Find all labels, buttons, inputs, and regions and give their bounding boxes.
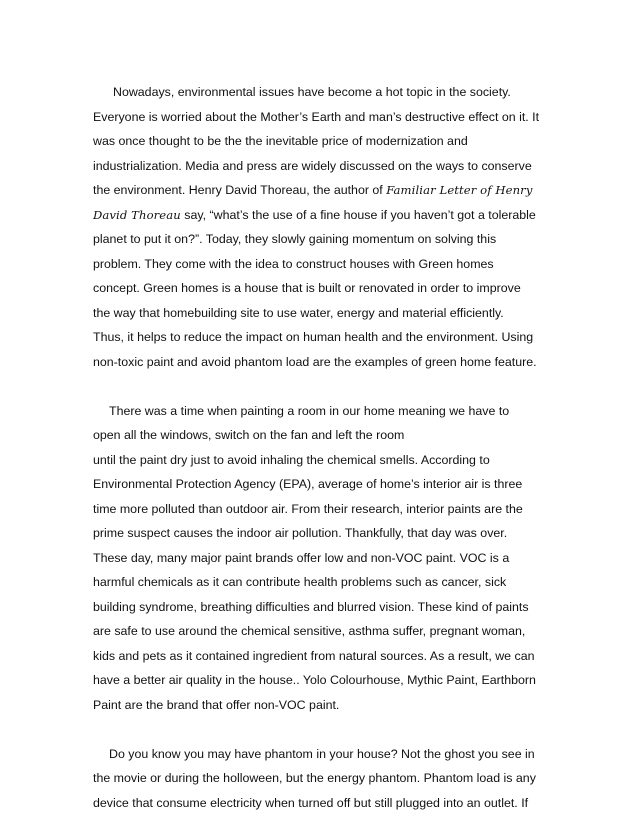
paragraph-line: have a better air quality in the house.. Yolo Colourhouse, Mythic Paint, Earthborn <box>93 673 536 687</box>
paragraph-line: building syndrome, breathing difficulties and blurred vision. These kind of paints <box>93 599 529 614</box>
paragraph-line: the way that homebuilding site to use water, energy and material efficiently. <box>93 305 504 320</box>
paragraph-line: harmful chemicals as it can contribute health problems such as cancer, sick <box>93 575 507 589</box>
paragraph-line: the movie or during the holloween, but the energy phantom. Phantom load is any <box>93 771 536 785</box>
line-text: say, “what’s the use of a fine house if you haven’t got a tolerable <box>180 207 536 222</box>
paragraph-line: Everyone is worried about the Mother’s Earth and man’s destructive effect on it. It <box>93 109 540 124</box>
paragraph-line: These day, many major paint brands offer low and non-VOC paint. VOC is a <box>93 550 510 565</box>
paragraph-spacer <box>93 717 553 742</box>
paragraph-line: prime suspect causes the indoor air pollution. Thankfully, that day was over. <box>93 526 508 540</box>
paragraph-line: Thus, it helps to reduce the impact on human health and the environment. Using <box>93 330 534 344</box>
paragraph-line: was once thought to be the the inevitable price of modernization and <box>93 134 468 148</box>
paragraph-line: time more polluted than outdoor air. From their research, interior paints are the <box>93 501 523 516</box>
book-title: Familiar Letter of Henry <box>386 183 533 197</box>
document-page <box>93 80 553 815</box>
paragraph-line: are safe to use around the chemical sensitive, asthma suffer, pregnant woman, <box>93 624 526 638</box>
paragraph-line: open all the windows, switch on the fan and left the room <box>93 428 405 442</box>
paragraph-line: industrialization. Media and press are widely discussed on the ways to conserve <box>93 158 532 173</box>
paragraph-line: Nowadays, environmental issues have become a hot topic in the society. <box>113 85 511 99</box>
paragraph-spacer <box>93 374 553 399</box>
paragraph-line: planet to put it on?”. Today, they slowly gaining momentum on solving this <box>93 232 497 246</box>
paragraph-3 <box>93 742 553 816</box>
book-title: David Thoreau <box>93 207 181 222</box>
paragraph-line <box>93 203 553 228</box>
paragraph-line: device that consume electricity when turned off but still plugged into an outlet. If <box>93 795 529 810</box>
paragraph-1 <box>93 80 553 374</box>
paragraph-line: kids and pets as it contained ingredient from natural sources. As a result, we can <box>93 648 535 663</box>
paragraph-line: concept. Green homes is a house that is built or renovated in order to improve <box>93 281 521 295</box>
paragraph-line: There was a time when painting a room in our home meaning we have to <box>109 403 510 418</box>
paragraph-line: Paint are the brand that offer non-VOC paint. <box>93 697 340 712</box>
paragraph-line: non-toxic paint and avoid phantom load are the examples of green home feature. <box>93 354 537 369</box>
paragraph-line: problem. They come with the idea to construct houses with Green homes <box>93 256 494 271</box>
paragraph-line: until the paint dry just to avoid inhaling the chemical smells. According to <box>93 452 490 467</box>
paragraph-line: Do you know you may have phantom in your house? Not the ghost you see in <box>109 746 535 761</box>
line-text: the environment. Henry David Thoreau, the author of <box>93 183 387 197</box>
paragraph-2 <box>93 399 553 718</box>
paragraph-line: Environmental Protection Agency (EPA), average of home’s interior air is three <box>93 477 523 491</box>
paragraph-line <box>93 178 553 203</box>
